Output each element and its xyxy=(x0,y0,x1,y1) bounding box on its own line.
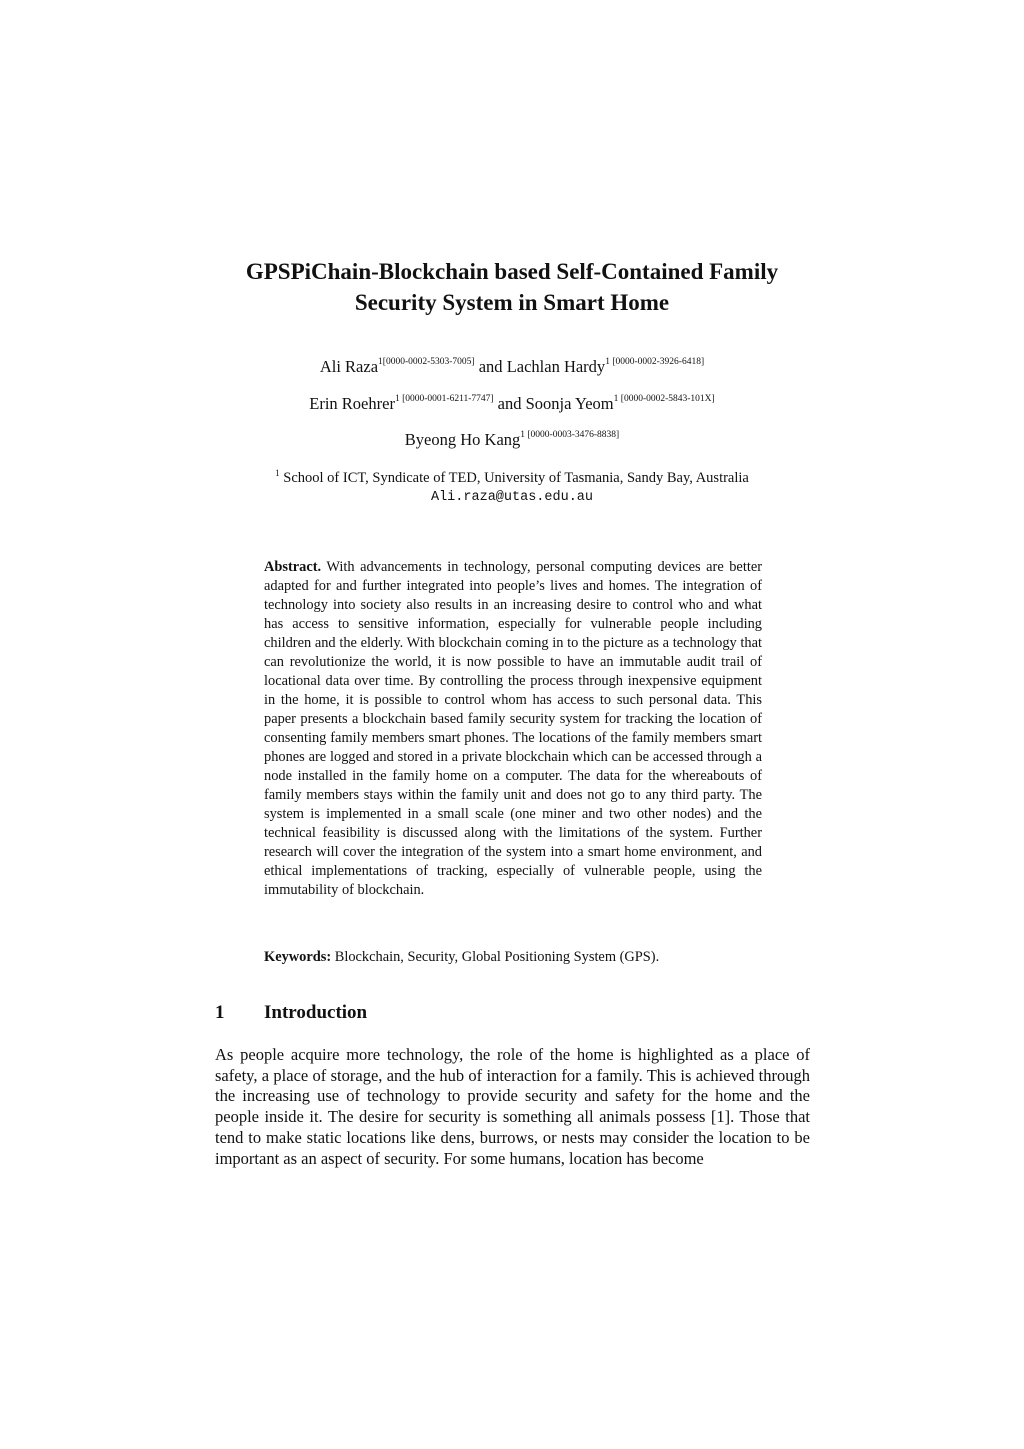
affiliation xyxy=(150,468,874,488)
section-title: Introduction xyxy=(264,1002,368,1023)
affiliation-marker: 1 xyxy=(275,468,280,478)
title-line-1: GPSPiChain-Blockchain based Self-Contained Family xyxy=(245,259,779,284)
author-name: Erin Roehrer xyxy=(309,394,395,413)
title-line-2: Security System in Smart Home xyxy=(354,290,670,315)
abstract xyxy=(264,558,762,900)
author-name: Lachlan Hardy xyxy=(506,357,606,376)
author-line-1 xyxy=(150,356,874,378)
author-separator: and xyxy=(474,357,507,376)
author-name: Ali Raza xyxy=(319,357,379,376)
author-orcid: 1 [0000-0002-3926-6418] xyxy=(605,357,705,367)
affiliation-text: School of ICT, Syndicate of TED, University of Tasmania, Sandy Bay, Australia xyxy=(279,470,749,486)
keywords xyxy=(264,948,762,967)
introduction-paragraph: As people acquire more technology, the role of the home is highlighted as a place of safety, a place of storage, and the hub of interaction for a family. This is achieved through the increasing use of technology to provide security and safety for the home and the people inside it. The desire for security is something all animals possess [1]. Those that tend to make static locations like dens, burrows, or nests may consider the location to be important as an aspect of security. For some humans, location has become xyxy=(215,1045,810,1168)
author-name: Soonja Yeom xyxy=(525,394,614,413)
section-number: 1 xyxy=(215,1002,225,1023)
author-separator: and xyxy=(493,394,526,413)
author-email: Ali.raza@utas.edu.au xyxy=(430,490,594,505)
author-orcid: 1[0000-0002-5303-7005] xyxy=(378,357,475,367)
author-orcid: 1 [0000-0002-5843-101X] xyxy=(613,394,715,404)
keywords-text: Blockchain, Security, Global Positioning System (GPS). xyxy=(331,949,660,965)
author-line-3 xyxy=(150,429,874,451)
keywords-label: Keywords: xyxy=(264,949,332,965)
author-name: Byeong Ho Kang xyxy=(404,430,521,449)
author-orcid: 1 [0000-0001-6211-7747] xyxy=(394,394,494,404)
abstract-label: Abstract. xyxy=(264,559,322,575)
abstract-text: With advancements in technology, personal computing devices are better adapted for and further integrated into people’s lives and homes. The integration of technology into society also results in an increasing desire to control who and what has access to sensitive information, especially for vulnerable people including children and the elderly. With blockchain coming in to the picture as a technology that can revolutionize the world, it is now possible to have an immutable audit trail of locational data over time. By controlling the process through inexpensive equipment in the home, it is possible to control whom has access to such personal data. This paper presents a blockchain based family security system for tracking the location of consenting family members smart phones. The locations of the family members smart phones are logged and stored in a private blockchain which can be accessed through a node installed in the family home on a computer. The data for the whereabouts of family members stays within the family unit and does not go to any third party. The system is implemented in a small scale (one miner and two other nodes) and the technical feasibility is discussed along with the limitations of the system. Further research will cover the integration of the system into a smart home environment, and ethical implementations of tracking, especially of vulnerable people, using the immutability of blockchain. xyxy=(264,559,762,898)
author-line-2 xyxy=(150,393,874,415)
paper-title xyxy=(200,256,824,318)
section-heading-introduction xyxy=(215,1000,815,1026)
author-orcid: 1 [0000-0003-3476-8838] xyxy=(520,430,620,440)
